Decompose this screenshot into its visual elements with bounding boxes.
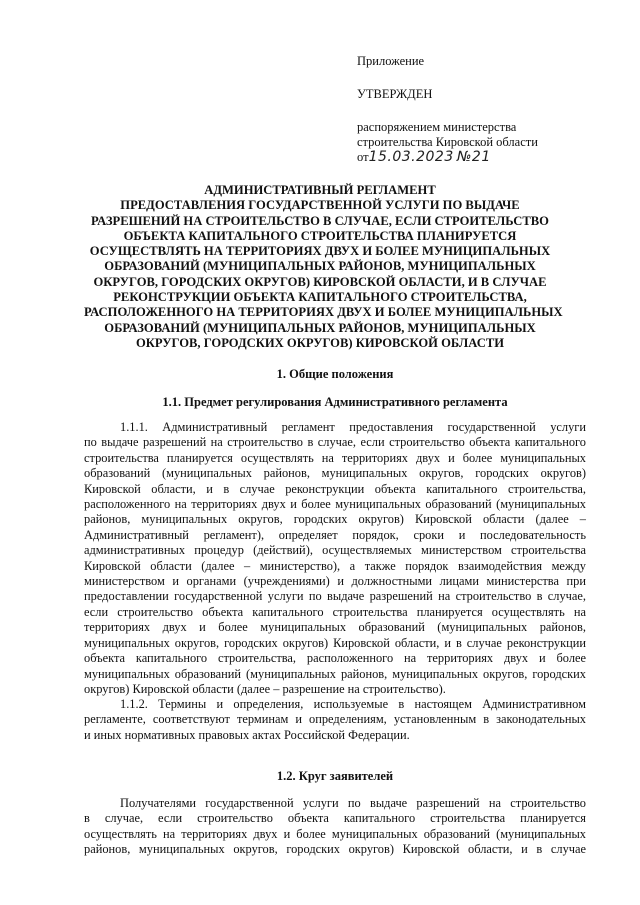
subsection-1-2-heading: 1.2. Круг заявителей <box>276 769 394 783</box>
title-line: АДМИНИСТРАТИВНЫЙ РЕГЛАМЕНТ <box>204 183 436 197</box>
number-prefix: № <box>456 149 472 165</box>
date-prefix: от <box>357 150 369 164</box>
approval-date-line <box>357 150 597 165</box>
title-line: ОКРУГОВ, ГОРОДСКИХ ОКРУГОВ) КИРОВСКОЙ ОБЛАСТИ <box>135 335 505 350</box>
approval-line-1: распоряжением министерства <box>357 120 517 134</box>
paragraph-1-2: Получателями государственной услуги по выдаче разрешений на строительство в случае, если строительство объекта капитального строительства планируется осуществлять на территориях двух и более муниципальных образований (муниципальных районов, муниципальных округов, городских округов) Кировской области, и в случае <box>84 796 586 857</box>
title-line: РЕКОНСТРУКЦИИ ОБЪЕКТА КАПИТАЛЬНОГО СТРОИТЕЛЬСТВА, <box>113 290 527 305</box>
title-line: РАЗРЕШЕНИЙ НА СТРОИТЕЛЬСТВО В СЛУЧАЕ, ЕСЛИ СТРОИТЕЛЬСТВО <box>91 213 549 228</box>
section-1-heading: 1. Общие положения <box>276 367 394 381</box>
approved-label: УТВЕРЖДЕН <box>357 87 433 101</box>
title-line: ОСУЩЕСТВЛЯТЬ НА ТЕРРИТОРИЯХ ДВУХ И БОЛЕЕ МУНИЦИПАЛЬНЫХ <box>89 244 551 259</box>
paragraph-1-1-1: 1.1.1. Административный регламент предоставления государственной услуги по выдаче разрешений на строительство в случае, если строительство объекта капитального строительства планируется осуществлять на территориях двух и более муниципальных образований (муниципальных районов, муниципальных округов, городских округов) Кировской области, и в случае реконструкции объекта капитального строительства, расположенного на территориях двух и более муниципальных образований (муниципальных районов, муниципальных округов, городских округов) Кировской области (далее – Административный регламент), определяет порядок, сроки и последовательность административных процедур (действий), осуществляемых министерством строительства Кировской области (далее – министерство), а также порядок взаимодействия между министерством и органами (учреждениями) и должностными лицами министерства при предоставлении государственной услуги по выдаче разрешений на строительство в случае, если строительство объекта капитального строительства планируется осуществлять на территориях двух и более муниципальных образований (муниципальных районов, муниципальных округов, городских округов) Кировской области, и в случае реконструкции объекта капитального строительства, расположенного на территориях двух и более муниципальных образований (муниципальных районов, муниципальных округов, городских округов) Кировской области (далее – разрешение на строительство). <box>84 420 586 696</box>
title-line: ОБЪЕКТА КАПИТАЛЬНОГО СТРОИТЕЛЬСТВА ПЛАНИРУЕТСЯ <box>123 228 517 243</box>
appendix-label: Приложение <box>357 54 425 68</box>
title-line: ПРЕДОСТАВЛЕНИЯ ГОСУДАРСТВЕННОЙ УСЛУГИ ПО ВЫДАЧЕ <box>120 198 520 213</box>
title-line: ОБРАЗОВАНИЙ (МУНИЦИПАЛЬНЫХ РАЙОНОВ, МУНИЦИПАЛЬНЫХ <box>104 259 536 274</box>
subsection-1-1-heading: 1.1. Предмет регулирования Административного регламента <box>162 395 508 409</box>
paragraph-1-1-2: 1.1.2. Термины и определения, используемые в настоящем Административном регламенте, соответствуют терминам и определениям, установленным в законодательных и иных нормативных правовых актах Российской Федерации. <box>84 697 586 742</box>
approval-line-2: строительства Кировской области <box>357 135 538 149</box>
document-title <box>84 183 563 351</box>
title-line: ОКРУГОВ, ГОРОДСКИХ ОКРУГОВ) КИРОВСКОЙ ОБЛАСТИ, И В СЛУЧАЕ <box>93 274 547 289</box>
title-line: РАСПОЛОЖЕННОГО НА ТЕРРИТОРИЯХ ДВУХ И БОЛЕЕ МУНИЦИПАЛЬНЫХ <box>84 305 563 320</box>
approval-block <box>357 54 597 165</box>
title-line: ОБРАЗОВАНИЙ (МУНИЦИПАЛЬНЫХ РАЙОНОВ, МУНИЦИПАЛЬНЫХ <box>104 320 536 335</box>
date-value: 15.03.2023 <box>368 149 454 165</box>
number-value: 21 <box>471 149 491 165</box>
